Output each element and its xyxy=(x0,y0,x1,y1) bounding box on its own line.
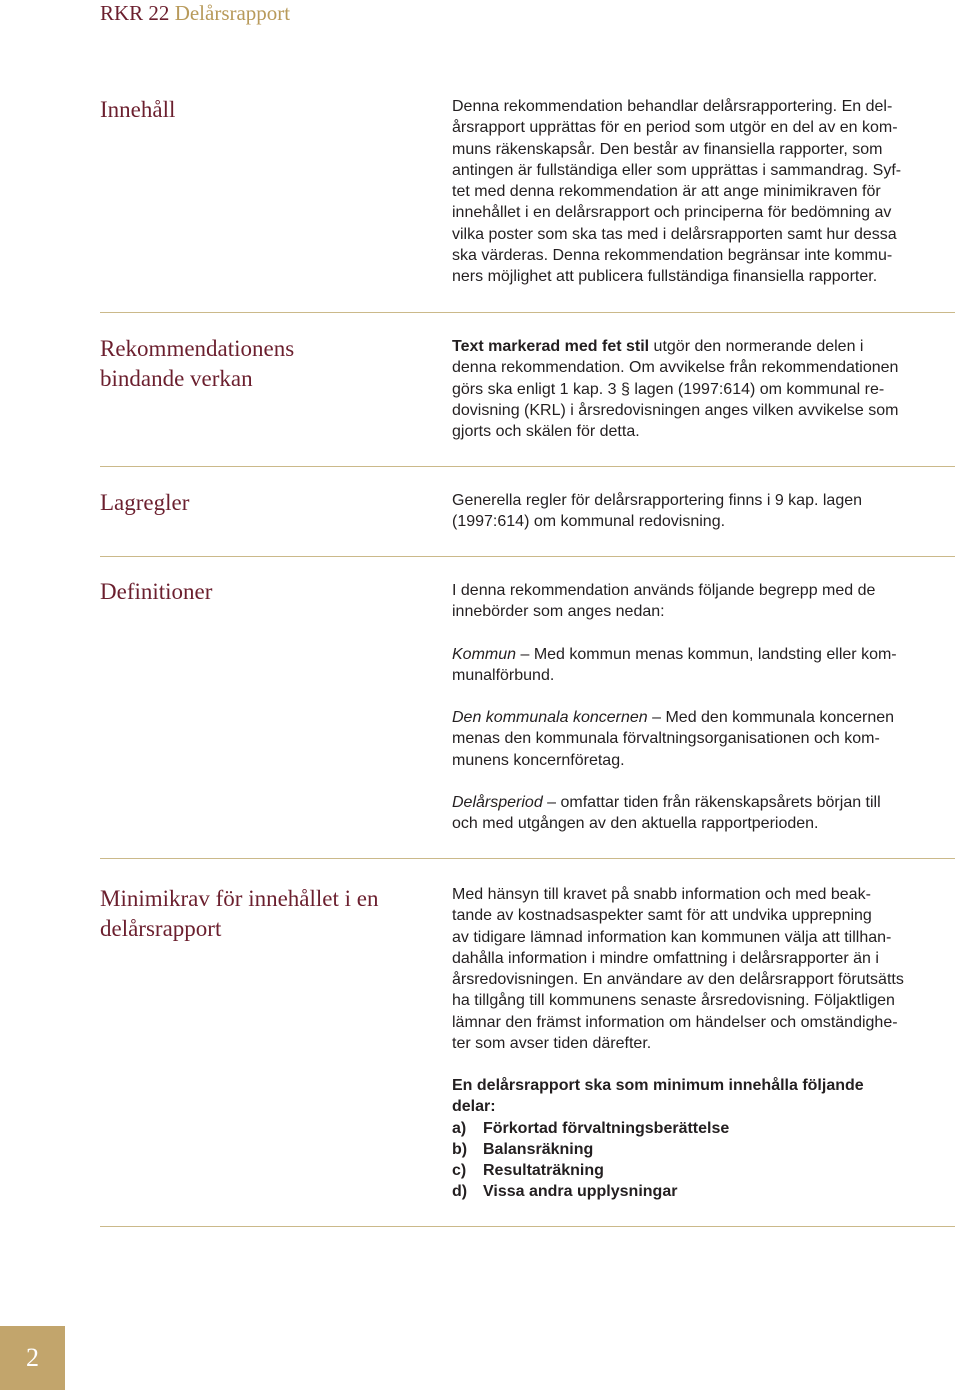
text-line: munalförbund. xyxy=(452,667,555,685)
text-line: (1997:614) om kommunal redovisning. xyxy=(452,513,726,531)
section-divider xyxy=(100,556,955,557)
list-item-label: a) xyxy=(452,1119,467,1137)
definition-term: Delårsperiod xyxy=(452,794,543,811)
header-title: Delårsrapport xyxy=(174,1,291,25)
running-header xyxy=(100,1,290,25)
heading-line: bindande verkan xyxy=(100,366,253,391)
list-item-text: Resultaträkning xyxy=(483,1162,604,1180)
text-line: lämnar den främst information om händelser och omständighe- xyxy=(452,1013,898,1031)
text-line: I denna rekommendation används följande begrepp med de xyxy=(452,582,876,599)
section-divider xyxy=(100,466,955,467)
list-item xyxy=(452,1118,954,1139)
text-fragment: – omfattar tiden från räkenskapsårets början till xyxy=(542,794,881,811)
text-fragment: utgör den normerande delen i xyxy=(649,338,864,355)
text-line xyxy=(452,707,954,728)
list-item-label: d) xyxy=(452,1183,468,1201)
text-line: antingen är fullständiga eller som upprättas i sammandrag. Syf- xyxy=(452,161,902,179)
text-line: innebörder som anges nedan: xyxy=(452,603,665,621)
heading-line: Minimikrav för innehållet i en xyxy=(100,886,379,911)
section-divider xyxy=(100,858,955,859)
text-line: Generella regler för delårsrapportering finns i 9 kap. lagen xyxy=(452,492,863,509)
text-line: ter som avser tiden därefter. xyxy=(452,1035,652,1053)
text-line: menas den kommunala förvaltningsorganisationen och kom- xyxy=(452,730,880,748)
text-line xyxy=(452,644,954,665)
text-line: vilka poster som ska tas med i delårsrapporten samt hur dessa xyxy=(452,225,897,243)
text-line xyxy=(452,792,954,813)
text-minimikrav xyxy=(452,884,954,1054)
text-line: görs ska enligt 1 kap. 3 § lagen (1997:614) om kommunal re- xyxy=(452,380,885,398)
list-item-text: Förkortad förvaltningsberättelse xyxy=(483,1119,730,1137)
text-line: delar: xyxy=(452,1098,496,1116)
list-item-label: c) xyxy=(452,1162,467,1180)
list-item xyxy=(452,1160,954,1181)
section-divider xyxy=(100,312,955,313)
definition-term: Den kommunala koncernen xyxy=(452,709,648,726)
heading-line: Rekommendationens xyxy=(100,336,295,361)
heading-definitioner: Definitioner xyxy=(100,579,213,604)
text-line xyxy=(452,336,954,357)
text-lagregler xyxy=(452,490,954,533)
minimum-requirements xyxy=(452,1075,954,1203)
text-line: och med utgången av den aktuella rapportperioden. xyxy=(452,815,819,833)
heading-line: delårsrapport xyxy=(100,916,222,941)
text-line: ners möjlighet att publicera fullständiga finansiella rapporter. xyxy=(452,268,878,286)
text-line: årsredovisningen. En användare av den delårsrapport förutsätts xyxy=(452,971,904,989)
text-bindande-verkan xyxy=(452,336,954,442)
requirements-list xyxy=(452,1118,954,1203)
text-line: tet med denna rekommendation är att ange minimikraven för xyxy=(452,183,881,201)
text-line: ha tillgång till kommunens senaste årsredovisning. Följaktligen xyxy=(452,992,895,1010)
heading-minimikrav xyxy=(100,884,430,944)
text-line: tande av kostnadsaspekter samt för att undvika upprepning xyxy=(452,907,872,925)
text-fragment: – Med den kommunala koncernen xyxy=(647,709,895,726)
list-item xyxy=(452,1139,954,1160)
definition-delarsperiod xyxy=(452,792,954,835)
definition-kommunala-koncernen xyxy=(452,707,954,771)
text-line: En delårsrapport ska som minimum innehålla följande xyxy=(452,1077,864,1094)
text-line: Denna rekommendation behandlar delårsrapportering. En del- xyxy=(452,98,893,115)
text-line: denna rekommendation. Om avvikelse från rekommendationen xyxy=(452,359,899,377)
definition-kommun xyxy=(452,644,954,687)
heading-innehall: Innehåll xyxy=(100,97,176,122)
page-number: 2 xyxy=(0,1326,65,1390)
list-item-text: Balansräkning xyxy=(483,1140,594,1158)
text-line: dahålla information i mindre omfattning i delårsrapporter än i xyxy=(452,949,879,967)
text-line: munens koncernföretag. xyxy=(452,751,625,769)
text-line: av tidigare lämnad information kan kommunen välja att tillhan- xyxy=(452,928,892,946)
text-line: gjorts och skälen för detta. xyxy=(452,423,640,441)
section-divider xyxy=(100,1226,955,1227)
text-line: Med hänsyn till kravet på snabb information och med beak- xyxy=(452,886,871,903)
list-item-label: b) xyxy=(452,1140,468,1158)
definition-term: Kommun xyxy=(452,646,517,663)
list-item xyxy=(452,1181,954,1202)
heading-bindande-verkan xyxy=(100,334,430,394)
text-line: muns räkenskapsår. Den består av finansiella rapporter, som xyxy=(452,140,883,158)
text-line: dovisning (KRL) i årsredovisningen anges vilken avvikelse som xyxy=(452,401,899,419)
list-item-text: Vissa andra upplysningar xyxy=(483,1183,678,1201)
heading-lagregler: Lagregler xyxy=(100,490,190,515)
text-fragment: – Med kommun menas kommun, landsting eller kom- xyxy=(516,646,897,663)
text-line: innehållet i en delårsrapport och principerna för bedömning av xyxy=(452,204,892,222)
text-line: årsrapport upprättas för en period som utgör en del av en kom- xyxy=(452,119,898,137)
text-line: ska värderas. Denna rekommendation begränsar inte kommu- xyxy=(452,247,893,265)
text-innehall xyxy=(452,96,954,288)
text-definitioner xyxy=(452,580,954,623)
header-code: RKR 22 xyxy=(100,1,170,25)
bold-lead: Text markerad med fet stil xyxy=(452,338,650,355)
